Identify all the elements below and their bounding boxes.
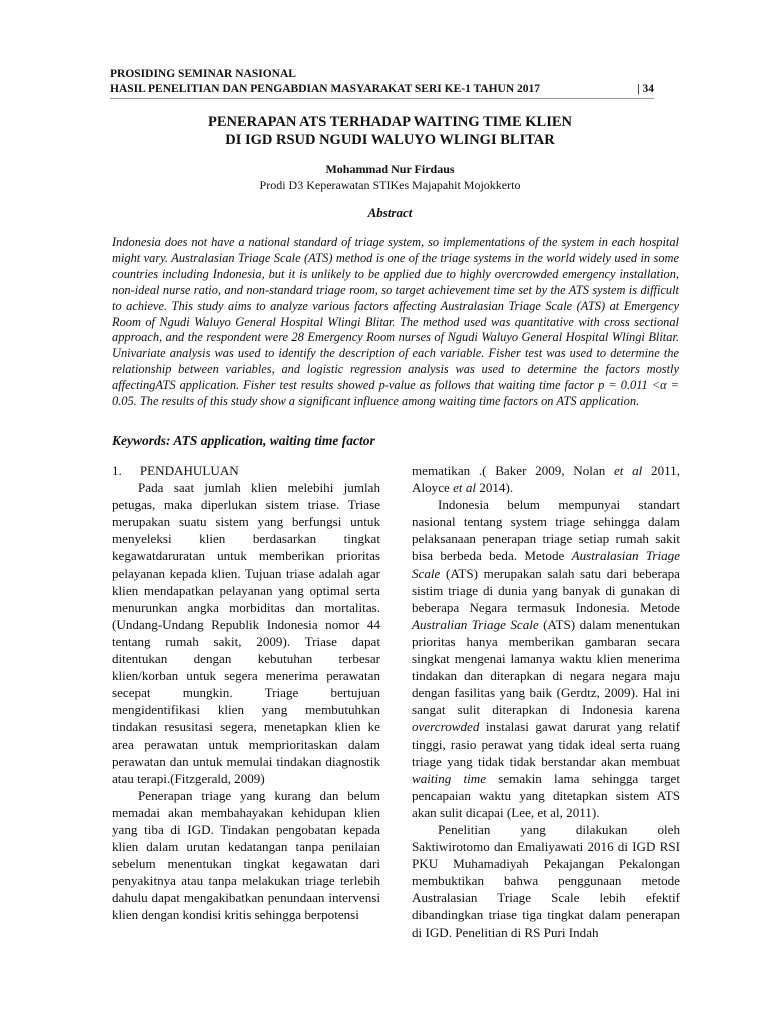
intro-paragraph-1: Pada saat jumlah klien melebihi jumlah petugas, maka diperlukan sistem triase. Triase merupakan suatu sistem yang berfungsi untuk menyeleksi klien berdasarkan tingkat kegawatdaruratan untuk memberikan prioritas pelayanan kepada klien. Tujuan triase adalah agar klien mendapatkan pelayanan yang optimal serta menurunkan angka morbiditas dan mortalitas. (Undang-Undang Republik Indonesia nomor 44 tentang rumah sakit, 2009). Triase dapat ditentukan dengan kebutuhan terbesar klien/korban untuk segera menerima perawatan secepat mungkin. Triage bertujuan mengidentifikasi klien yang membutuhkan tindakan resusitasi segera, menetapkan klien ke area perawatan untuk memprioritaskan dalam perawatan dan untuk memulai tindakan diagnostik atau terapi.(Fitzgerald, 2009) <box>112 480 380 786</box>
abstract-heading: Abstract <box>367 205 413 220</box>
running-header <box>110 67 654 97</box>
header-line2: HASIL PENELITIAN DAN PENGABDIAN MASYARAKAT SERI KE-1 TAHUN 2017 <box>110 83 541 95</box>
author-affiliation: Prodi D3 Keperawatan STIKes Majapahit Mojokkerto <box>259 178 521 192</box>
header-line1: PROSIDING SEMINAR NASIONAL <box>110 68 296 80</box>
page-number: | 34 <box>637 83 654 95</box>
left-column <box>112 462 380 924</box>
right-column <box>412 462 680 941</box>
paper-title <box>110 113 670 149</box>
right-paragraph-2: Indonesia belum mempunyai standart nasional tentang system triage sehingga dalam pelaksanaan penerapan triage setiap rumah sakit bisa berbeda beda. Metode Australasian Triage Scale (ATS) merupakan salah satu dari beberapa sistim triage di dunia yang banyak di gunakan di beberapa Negara termasuk Indonesia. Metode Australian Triage Scale (ATS) dalam menentukan prioritas hanya memberikan gambaran secara singkat mengenai lamanya waktu klien menerima tindakan dan diterapkan di negara negara maju dengan fasilitas yang baik (Gerdtz, 2009). Hal ini sangat sulit diterapkan di Indonesia karena overcrowded instalasi gawat darurat yang relatif tinggi, rasio perawat yang tidak ideal serta ruang triage yang tidak tidak berstandar akan membuat waiting time semakin lama sehingga target pencapaian waktu yang ditetapkan sistem ATS akan sulit dicapai (Lee, et al, 2011). <box>412 497 681 820</box>
header-row <box>110 82 654 97</box>
right-paragraph-3: Penelitian yang dilakukan oleh Saktiwirotomo dan Emaliyawati 2016 di IGD RSI PKU Muhamadiyah Pekajangan Pekalongan membuktikan bahwa penggunaan metode Australasian Triage Scale lebih efektif dibandingkan triase tiga tingkat dalam penerapan di IGD. Penelitian di RS Puri Indah <box>412 821 680 940</box>
author-name: Mohammad Nur Firdaus <box>325 162 455 176</box>
right-paragraph-1: mematikan .( Baker 2009, Nolan et al 2011, Aloyce et al 2014). <box>412 463 680 496</box>
section-number: 1. <box>112 463 122 478</box>
section-heading <box>112 462 380 479</box>
abstract-text: Indonesia does not have a national standard of triage system, so implementations of the system in each hospital might vary. Australasian Triage Scale (ATS) method is one of the triage systems in the world widely used in some countries including Indonesia, but it is unlikely to be applied due to highly overcrowded emergency installation, non-ideal nurse ratio, and non-standard triage room, so target achievement time set by the ATS system is difficult to achieve. This study aims to analyze various factors affecting Australasian Triage Scale (ATS) at Emergency Room of Ngudi Waluyo General Hospital Wlingi Blitar. The method used was quantitative with cross sectional approach, and the respondent were 28 Emergency Room nurses of Ngudi Waluyo General Hospital Wlingi Blitar. Univariate analysis was used to identify the description of each variable. Fisher test was used to determine the relationship between variables, and logistic regression analysis was used to determine the factors mostly affectingATS application. Fisher test results showed p-value as follows that waiting time factor p = 0.011 <α = 0.05. The results of this study show a significant influence among waiting time factors on ATS application. <box>112 235 679 409</box>
title-line2: DI IGD RSUD NGUDI WALUYO WLINGI BLITAR <box>225 132 555 148</box>
header-rule <box>110 98 654 99</box>
section-title: PENDAHULUAN <box>139 463 239 478</box>
title-line1: PENERAPAN ATS TERHADAP WAITING TIME KLIEN <box>207 114 573 130</box>
intro-paragraph-2: Penerapan triage yang kurang dan belum memadai akan membahayakan kehidupan klien yang tiba di IGD. Tindakan pengobatan kepada klien dalam urutan kedatangan tanpa penilaian sebelum menentukan tingkat kegawatan dari penyakitnya atau tanpa melakukan triage terlebih dahulu dapat mengakibatkan penundaan intervensi klien dengan kondisi kritis sehingga berpotensi <box>112 787 380 923</box>
keywords: Keywords: ATS application, waiting time factor <box>112 433 375 448</box>
